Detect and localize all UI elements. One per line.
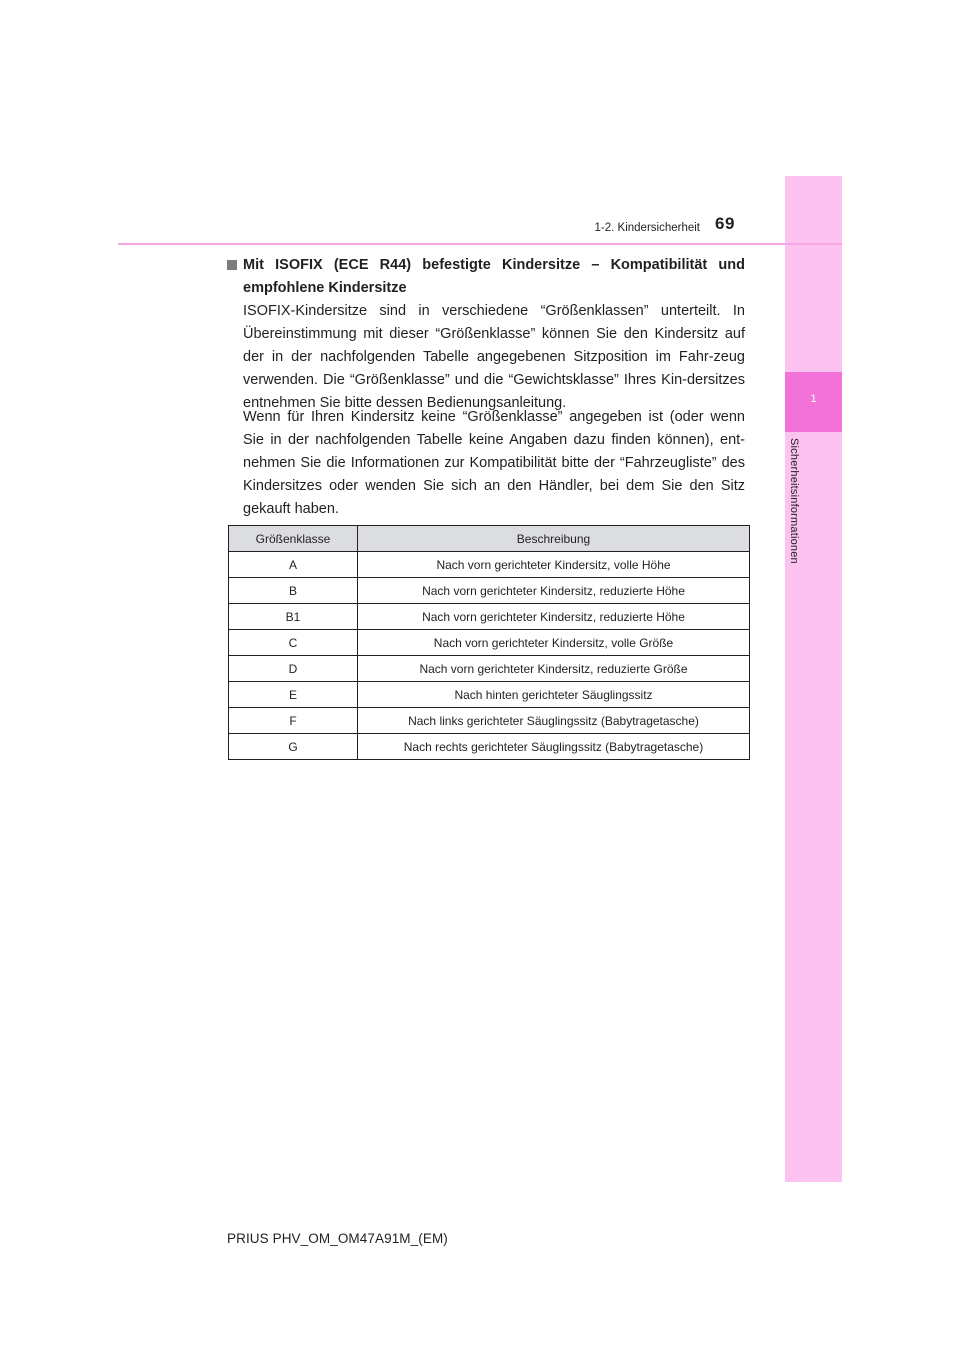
table-cell-description: Nach rechts gerichteter Säuglingssitz (Babytragetasche) bbox=[358, 734, 750, 760]
table-cell-size-class: C bbox=[229, 630, 358, 656]
running-header-section: 1-2. Kindersicherheit bbox=[594, 222, 700, 234]
table-cell-description: Nach links gerichteter Säuglingssitz (Babytragetasche) bbox=[358, 708, 750, 734]
square-bullet-icon bbox=[227, 260, 237, 270]
chapter-tab-label: Sicherheitsinformationen bbox=[788, 438, 800, 564]
table-row bbox=[229, 682, 750, 708]
table-row bbox=[229, 578, 750, 604]
section-heading-text: Mit ISOFIX (ECE R44) befestigte Kindersitze – Kompatibilität und empfohlene Kindersitze bbox=[243, 257, 745, 296]
table-row bbox=[229, 604, 750, 630]
table-cell-description: Nach vorn gerichteter Kindersitz, volle Höhe bbox=[358, 552, 750, 578]
table-cell-size-class: B bbox=[229, 578, 358, 604]
table-cell-size-class: E bbox=[229, 682, 358, 708]
table-cell-size-class: A bbox=[229, 552, 358, 578]
table-cell-size-class: F bbox=[229, 708, 358, 734]
table-row bbox=[229, 708, 750, 734]
table-cell-size-class: D bbox=[229, 656, 358, 682]
table-row bbox=[229, 630, 750, 656]
section-heading bbox=[227, 254, 745, 300]
chapter-tab-number: 1 bbox=[810, 393, 817, 405]
side-index-strip bbox=[785, 176, 842, 1182]
table-row bbox=[229, 552, 750, 578]
table-cell-size-class: G bbox=[229, 734, 358, 760]
document-code: PRIUS PHV_OM_OM47A91M_(EM) bbox=[227, 1231, 448, 1246]
table-cell-size-class: B1 bbox=[229, 604, 358, 630]
size-class-table bbox=[228, 525, 750, 760]
table-row bbox=[229, 656, 750, 682]
table-cell-description: Nach vorn gerichteter Kindersitz, reduzierte Höhe bbox=[358, 604, 750, 630]
body-paragraph: ISOFIX-Kindersitze sind in verschiedene “Größenklassen” unterteilt. In Übereinstimmung mit dieser “Größenklasse” können Sie den Kindersitz auf der in der nachfolgenden Tabelle angegebenen Sitzposition im Fahr-zeug verwenden. Die “Größenklasse” und die “Gewichtsklasse” Ihres Kin-dersitzes entnehmen Sie bitte dessen Bedienungsanleitung. bbox=[243, 303, 745, 411]
table-cell-description: Nach vorn gerichteter Kindersitz, reduzierte Höhe bbox=[358, 578, 750, 604]
table-cell-description: Nach vorn gerichteter Kindersitz, reduzierte Größe bbox=[358, 656, 750, 682]
table-cell-description: Nach vorn gerichteter Kindersitz, volle Größe bbox=[358, 630, 750, 656]
header-rule bbox=[118, 243, 842, 245]
table-header-row bbox=[229, 526, 750, 552]
table-row bbox=[229, 734, 750, 760]
table-header-description: Beschreibung bbox=[358, 526, 750, 552]
table-header-size-class: Größenklasse bbox=[229, 526, 358, 552]
table-cell-description: Nach hinten gerichteter Säuglingssitz bbox=[358, 682, 750, 708]
page-number: 69 bbox=[715, 214, 735, 233]
body-paragraph: Wenn für Ihren Kindersitz keine “Größenklasse” angegeben ist (oder wenn Sie in der nachfolgenden Tabelle keine Angaben dazu finden können), ent-nehmen Sie die Informationen zur Kompatibilität bitte der “Fahrzeugliste” des Kindersitzes oder wenden Sie sich an den Händler, bei dem Sie den Sitz gekauft haben. bbox=[243, 409, 745, 517]
